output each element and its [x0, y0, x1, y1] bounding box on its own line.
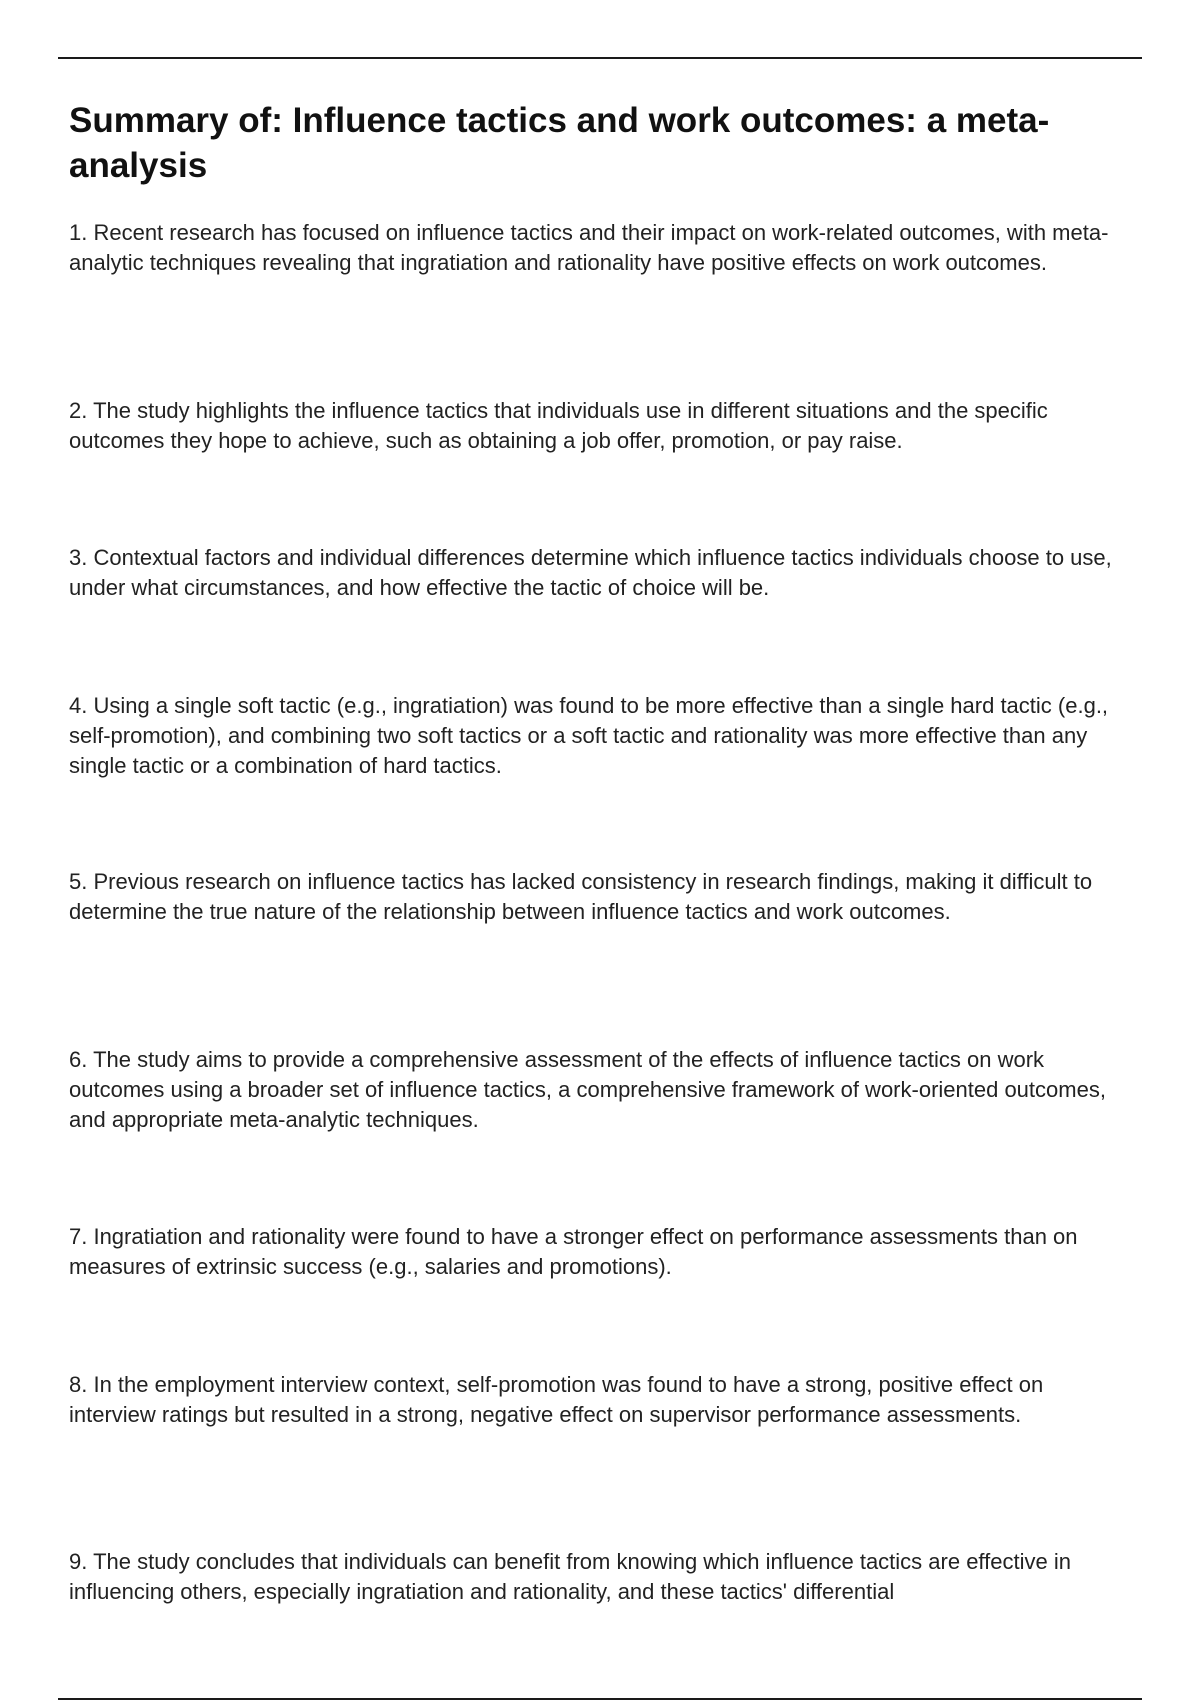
summary-item-6: 6. The study aims to provide a comprehensive assessment of the effects of influence tactics on work outcomes using a broader set of influence tactics, a comprehensive framework of work-oriented outcomes, and appropriate meta-analytic techniques. [69, 1047, 1106, 1132]
top-divider [58, 57, 1142, 59]
summary-item-5: 5. Previous research on influence tactics has lacked consistency in research findings, making it difficult to determine the true nature of the relationship between influence tactics and work outcomes. [69, 869, 1093, 924]
summary-item-1: 1. Recent research has focused on influence tactics and their impact on work-related outcomes, with meta-analytic techniques revealing that ingratiation and rationality have positive effects on work outcomes. [69, 220, 1109, 275]
summary-item-9: 9. The study concludes that individuals can benefit from knowing which influence tactics are effective in influencing others, especially ingratiation and rationality, and these tactics' differential [69, 1549, 1071, 1604]
summary-item-7: 7. Ingratiation and rationality were found to have a stronger effect on performance assessments than on measures of extrinsic success (e.g., salaries and promotions). [69, 1224, 1078, 1279]
summary-item-8: 8. In the employment interview context, self-promotion was found to have a strong, positive effect on interview ratings but resulted in a strong, negative effect on supervisor performance assessments. [69, 1372, 1044, 1427]
page-title: Summary of: Influence tactics and work outcomes: a meta-analysis [69, 101, 1050, 185]
summary-item-2: 2. The study highlights the influence tactics that individuals use in different situations and the specific outcomes they hope to achieve, such as obtaining a job offer, promotion, or pay raise. [69, 398, 1048, 453]
summary-item-4: 4. Using a single soft tactic (e.g., ingratiation) was found to be more effective than a single hard tactic (e.g., self-promotion), and combining two soft tactics or a soft tactic and rationality was more effective than any single tactic or a combination of hard tactics. [69, 693, 1109, 778]
summary-item-3: 3. Contextual factors and individual differences determine which influence tactics individuals choose to use, under what circumstances, and how effective the tactic of choice will be. [69, 545, 1112, 600]
